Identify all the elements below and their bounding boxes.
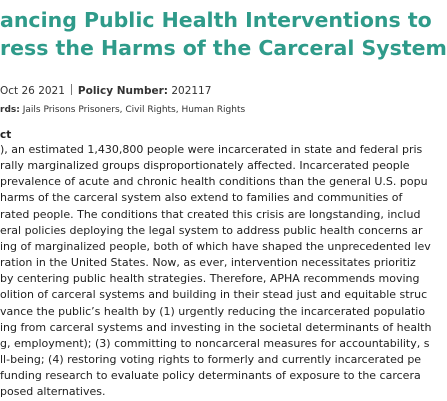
policy-meta — [0, 84, 211, 98]
keywords — [0, 104, 245, 116]
page-title-line-2: ress the Harms of the Carceral System — [0, 36, 447, 60]
abstract-line: by centering public health strategies. Therefore, APHA recommends moving — [0, 272, 420, 286]
policy-number-value: 202117 — [171, 85, 212, 97]
meta-divider — [71, 84, 72, 95]
abstract-line: g, employment); (3) committing to noncarceral measures for accountability, s — [0, 336, 430, 350]
abstract-line: olition of carceral systems and building in their stead just and equitable struc — [0, 288, 428, 302]
abstract-line: ration in the United States. Now, as ever, intervention necessitates prioritiz — [0, 256, 416, 270]
abstract-line: rated people. The conditions that created this crisis are longstanding, includ — [0, 207, 421, 221]
abstract-text — [0, 142, 432, 401]
abstract-line: ing of marginalized people, both of which have shaped the unprecedented lev — [0, 239, 431, 253]
policy-number-label: Policy Number: — [77, 85, 168, 97]
abstract-line: ), an estimated 1,430,800 people were incarcerated in state and federal pris — [0, 143, 423, 156]
abstract-line: harms of the carceral system also extend to families and communities of — [0, 191, 403, 205]
abstract-line: ing from carceral systems and investing in the societal determinants of health — [0, 320, 432, 334]
abstract-line: eral policies deploying the legal system to address public health concerns ar — [0, 223, 423, 237]
keywords-label: rds: — [0, 105, 20, 115]
abstract-line: prevalence of acute and chronic health conditions than the general U.S. popu — [0, 175, 428, 189]
page-title-line-1: ancing Public Health Interventions to — [0, 8, 432, 32]
abstract-line: funding research to evaluate policy determinants of exposure to the carcera — [0, 369, 421, 383]
abstract-line: rally marginalized groups disproportionately affected. Incarcerated people — [0, 159, 410, 173]
policy-date: Oct 26 2021 — [0, 85, 65, 97]
abstract-line: posed alternatives. — [0, 385, 106, 399]
keywords-value: Jails Prisons Prisoners, Civil Rights, Human Rights — [22, 105, 246, 115]
abstract-line: ll-being; (4) restoring voting rights to formerly and currently incarcerated pe — [0, 353, 422, 367]
page-title — [0, 6, 447, 62]
abstract-heading: ct — [0, 129, 12, 141]
abstract-line: vance the public’s health by (1) urgently reducing the incarcerated populatio — [0, 304, 426, 318]
